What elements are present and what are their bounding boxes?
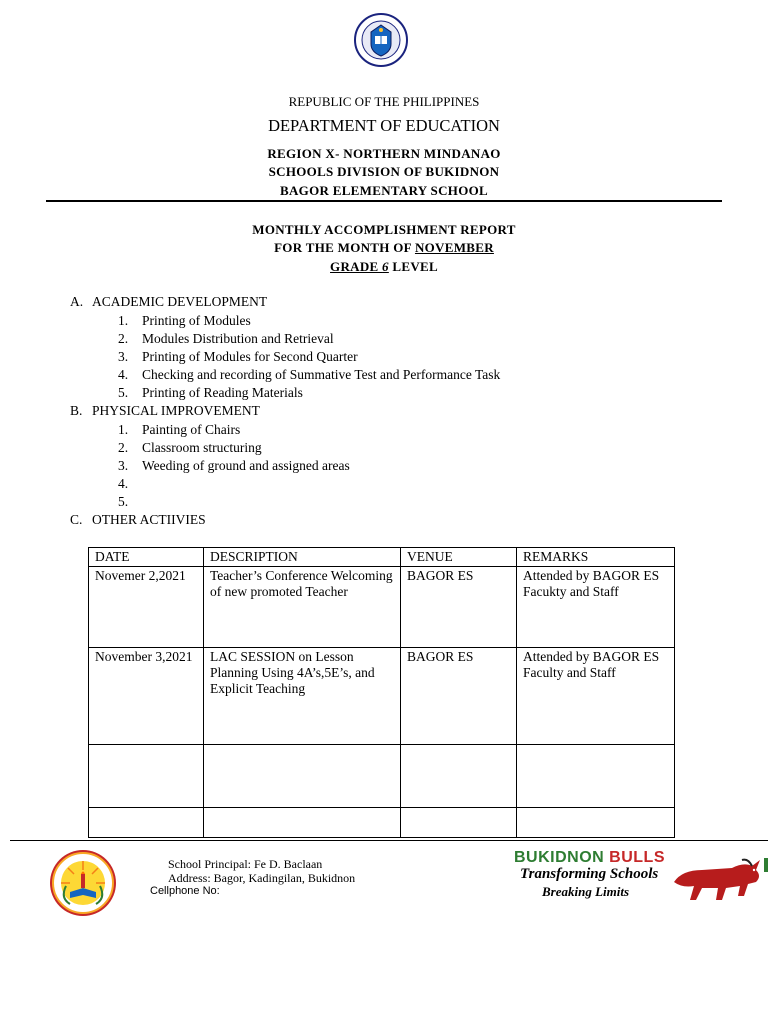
cell-description — [204, 808, 401, 838]
section-letter: C. — [70, 512, 83, 527]
column-header-remarks: REMARKS — [517, 548, 675, 567]
item-text: Modules Distribution and Retrieval — [142, 331, 334, 346]
month-prefix: FOR THE MONTH OF — [274, 240, 415, 255]
section-letter: B. — [70, 403, 83, 418]
cell-date: Novemer 2,2021 — [89, 567, 204, 648]
list-item — [118, 494, 142, 510]
republic-heading: REPUBLIC OF THE PHILIPPINES — [288, 94, 480, 109]
list-item — [118, 349, 358, 365]
item-number: 1. — [118, 313, 129, 328]
cell-description: LAC SESSION on Lesson Planning Using 4A’s,5E’s, and Explicit Teaching — [204, 648, 401, 745]
list-item — [118, 367, 500, 383]
column-header-description: DESCRIPTION — [204, 548, 401, 567]
brand-word-bulls: BULLS — [609, 849, 665, 866]
report-grade-line — [0, 259, 768, 275]
cell-date — [89, 808, 204, 838]
bukidnon-bulls-brand — [514, 849, 665, 867]
item-text: Weeding of ground and assigned areas — [142, 458, 350, 473]
cell-remarks: Attended by BAGOR ES Faculty and Staff — [517, 648, 675, 745]
region-heading: REGION X- NORTHERN MINDANAO — [267, 146, 501, 161]
brand-word-bukidnon: BUKIDNON — [514, 849, 605, 866]
cell-venue — [401, 808, 517, 838]
cell-remarks: Attended by BAGOR ES Facukty and Staff — [517, 567, 675, 648]
principal-name: School Principal: Fe D. Baclaan — [168, 857, 323, 871]
cell-remarks — [517, 745, 675, 808]
cell-venue — [401, 745, 517, 808]
cell-description — [204, 745, 401, 808]
report-month: NOVEMBER — [414, 240, 494, 255]
grade-number: 6 — [382, 259, 389, 274]
cell-date — [89, 745, 204, 808]
section-physical-improvement — [70, 403, 260, 419]
section-academic-development — [70, 294, 267, 310]
list-item — [118, 440, 262, 456]
item-number: 4. — [118, 476, 129, 491]
grade-suffix: LEVEL — [388, 259, 438, 274]
table-header-row — [89, 548, 675, 567]
cell-date: November 3,2021 — [89, 648, 204, 745]
table-row — [89, 567, 675, 648]
school-seal-icon — [48, 848, 118, 918]
item-number: 1. — [118, 422, 129, 437]
section-title: ACADEMIC DEVELOPMENT — [92, 294, 268, 309]
report-title: MONTHLY ACCOMPLISHMENT REPORT — [252, 222, 516, 237]
column-header-venue: VENUE — [401, 548, 517, 567]
section-title: OTHER ACTIIVIES — [92, 512, 206, 527]
list-item — [118, 385, 303, 401]
section-other-activities — [70, 512, 206, 528]
list-item — [118, 313, 251, 329]
item-text: Printing of Modules for Second Quarter — [142, 349, 358, 364]
activities-table — [88, 547, 675, 838]
item-text: Printing of Reading Materials — [142, 385, 303, 400]
header-divider — [46, 200, 722, 202]
item-number: 3. — [118, 349, 129, 364]
list-item — [118, 458, 350, 474]
table-row — [89, 648, 675, 745]
footer-divider — [10, 840, 768, 841]
list-item — [118, 422, 240, 438]
item-text: Printing of Modules — [142, 313, 251, 328]
item-text: Checking and recording of Summative Test and Performance Task — [142, 367, 501, 382]
item-number: 5. — [118, 494, 129, 509]
section-letter: A. — [70, 294, 84, 309]
section-title: PHYSICAL IMPROVEMENT — [92, 403, 260, 418]
item-number: 2. — [118, 331, 129, 346]
column-header-date: DATE — [89, 548, 204, 567]
school-heading: BAGOR ELEMENTARY SCHOOL — [280, 183, 488, 198]
cell-venue: BAGOR ES — [401, 648, 517, 745]
cell-venue: BAGOR ES — [401, 567, 517, 648]
bull-icon — [668, 852, 764, 906]
list-item — [118, 331, 334, 347]
table-row — [89, 745, 675, 808]
cellphone-label: Cellphone No: — [150, 885, 220, 897]
item-number: 4. — [118, 367, 129, 382]
school-address: Address: Bagor, Kadingilan, Bukidnon — [168, 871, 356, 885]
item-number: 3. — [118, 458, 129, 473]
brand-tagline-1: Transforming Schools — [520, 866, 659, 882]
brand-tagline-2: Breaking Limits — [542, 884, 630, 899]
report-month-line — [0, 240, 768, 256]
list-item — [118, 476, 142, 492]
item-number: 5. — [118, 385, 129, 400]
deped-seal-icon — [353, 12, 409, 68]
cell-description: Teacher’s Conference Welcoming of new promoted Teacher — [204, 567, 401, 648]
edge-mark — [764, 858, 768, 872]
grade-prefix: GRADE — [330, 259, 383, 274]
item-text: Classroom structuring — [142, 440, 262, 455]
table-row — [89, 808, 675, 838]
cell-remarks — [517, 808, 675, 838]
item-number: 2. — [118, 440, 129, 455]
division-heading: SCHOOLS DIVISION OF BUKIDNON — [268, 164, 500, 179]
department-heading: DEPARTMENT OF EDUCATION — [268, 116, 500, 135]
item-text: Painting of Chairs — [142, 422, 241, 437]
